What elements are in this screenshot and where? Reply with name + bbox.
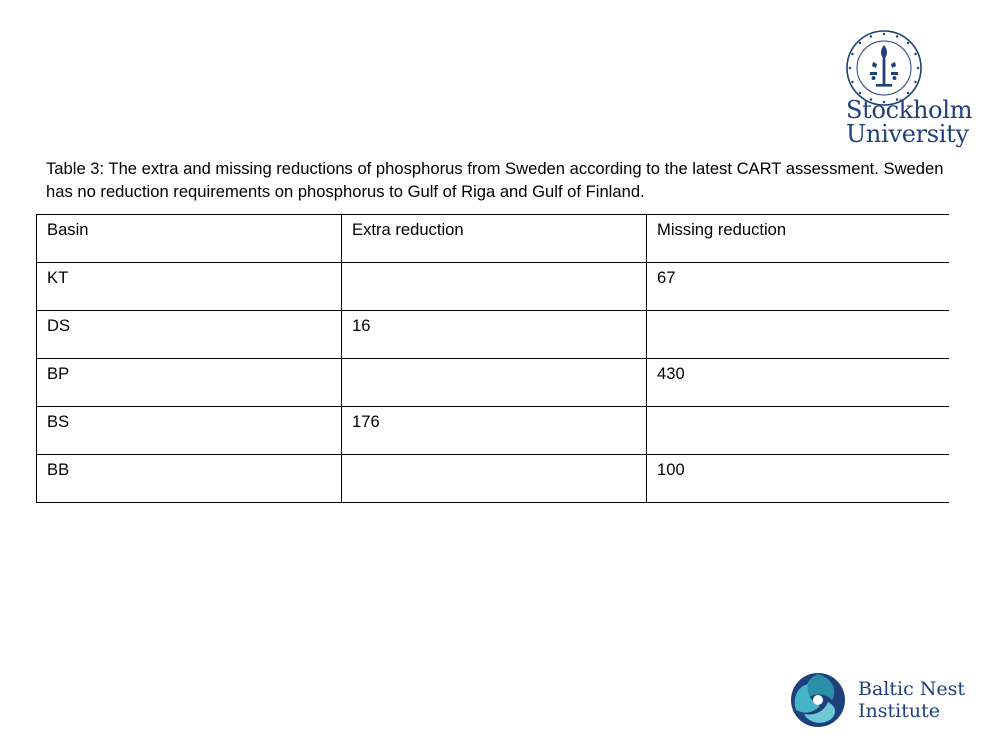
cell-extra-reduction: 176 [342, 407, 647, 455]
university-wordmark-line1: Stockholm [846, 96, 973, 124]
baltic-nest-swirl-icon [790, 672, 846, 728]
header-basin: Basin [37, 215, 342, 263]
phosphorus-reduction-table [36, 214, 949, 503]
table-row [37, 263, 950, 311]
cell-basin: KT [37, 263, 342, 311]
cell-extra-reduction [342, 455, 647, 503]
cell-basin: BS [37, 407, 342, 455]
cell-extra-reduction [342, 263, 647, 311]
header-missing-reduction: Missing reduction [647, 215, 950, 263]
table-header-row [37, 215, 950, 263]
baltic-nest-institute-logo [790, 672, 970, 732]
cell-basin: BB [37, 455, 342, 503]
table-caption: Table 3: The extra and missing reductions of phosphorus from Sweden according to the latest CART assessment. Sweden has no reduction requirements on phosphorus to Gulf of Riga and Gulf of Finland. [46, 159, 944, 201]
cell-basin: DS [37, 311, 342, 359]
cell-missing-reduction: 67 [647, 263, 950, 311]
cell-missing-reduction [647, 407, 950, 455]
cell-extra-reduction: 16 [342, 311, 647, 359]
table-row [37, 311, 950, 359]
cell-basin: BP [37, 359, 342, 407]
cell-missing-reduction [647, 311, 950, 359]
institute-wordmark-line1: Baltic Nest [858, 678, 966, 700]
header-extra-reduction: Extra reduction [342, 215, 647, 263]
university-wordmark-line2: University [846, 120, 969, 148]
cell-missing-reduction: 430 [647, 359, 950, 407]
stockholm-university-logo [838, 28, 978, 153]
university-wordmark [846, 98, 978, 146]
institute-wordmark-line2: Institute [858, 700, 940, 722]
cell-extra-reduction [342, 359, 647, 407]
institute-wordmark [858, 678, 965, 722]
table-row [37, 455, 950, 503]
table-row [37, 359, 950, 407]
cell-missing-reduction: 100 [647, 455, 950, 503]
table-row [37, 407, 950, 455]
